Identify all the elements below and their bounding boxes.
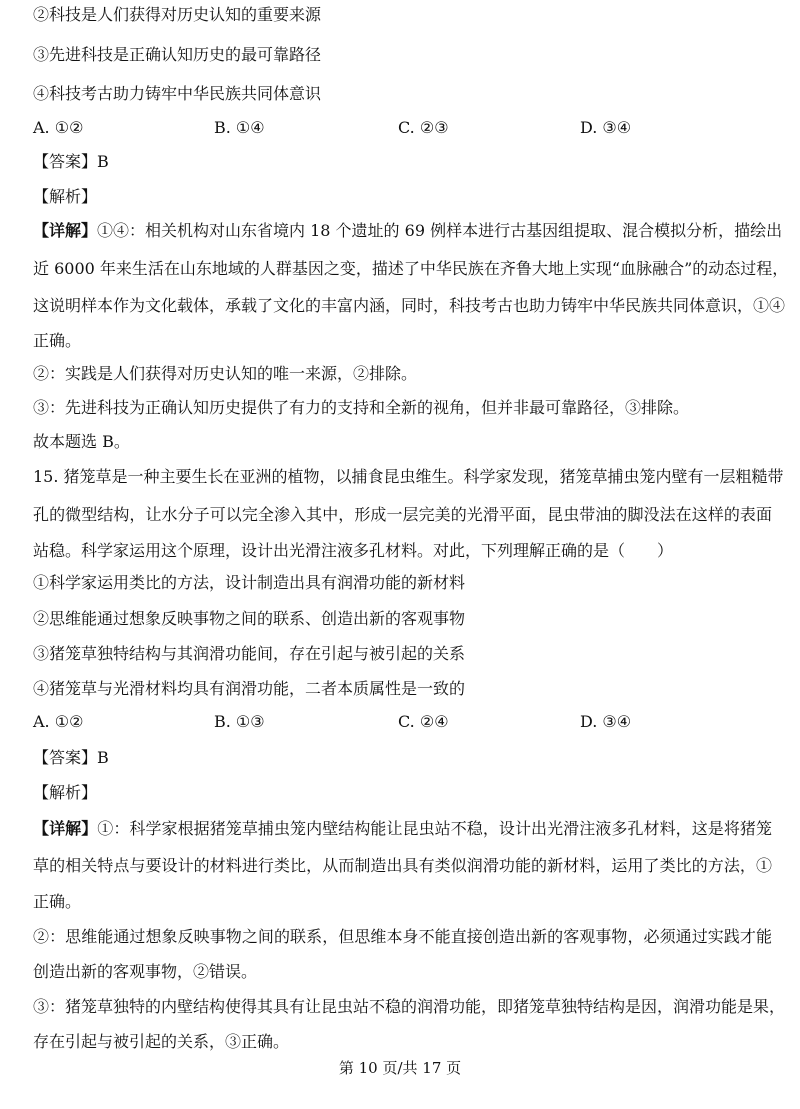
q15-analysis-label: 【解析】	[33, 783, 98, 802]
q14-option-b: B. ①④	[214, 118, 265, 137]
q14-detail-line-6: ③：先进科技为正确认知历史提供了有力的支持和全新的视角，但并非最可靠路径，③排除。	[33, 398, 690, 417]
q14-detail-line-3: 这说明样本作为文化载体，承载了文化的丰富内涵，同时，科技考古也助力铸牢中华民族共同体意识，①④	[33, 296, 786, 315]
q15-option-c: C. ②④	[398, 712, 449, 731]
q15-detail-line-6: ③：猪笼草独特的内壁结构使得其具有让昆虫站不稳的润滑功能，即猪笼草独特结构是因，润滑功能是果，	[33, 997, 786, 1016]
q15-detail-label: 【详解】	[33, 819, 98, 838]
q14-detail-line-5: ②：实践是人们获得对历史认知的唯一来源，②排除。	[33, 364, 418, 383]
q15-statement-4: ④猪笼草与光滑材料均具有润滑功能，二者本质属性是一致的	[33, 679, 466, 698]
q15-option-a: A. ①②	[33, 712, 84, 731]
q14-option-d: D. ③④	[580, 118, 632, 137]
q15-detail-line-5: 创造出新的客观事物，②错误。	[33, 962, 258, 981]
q14-option-c: C. ②③	[398, 118, 449, 137]
page-footer: 第 10 页/共 17 页	[338, 1059, 462, 1077]
q14-detail-label: 【详解】	[33, 221, 98, 240]
q15-stem-line-2: 孔的微型结构，让水分子可以完全渗入其中，形成一层完美的光滑平面，昆虫带油的脚没法在这样的表面	[33, 505, 772, 524]
q15-statement-1: ①科学家运用类比的方法，设计制造出具有润滑功能的新材料	[33, 573, 466, 592]
q14-statement-4: ④科技考古助力铸牢中华民族共同体意识	[33, 84, 322, 103]
q15-option-b: B. ①③	[214, 712, 265, 731]
q15-statement-2: ②思维能通过想象反映事物之间的联系、创造出新的客观事物	[33, 609, 466, 628]
q15-statement-3: ③猪笼草独特结构与其润滑功能间，存在引起与被引起的关系	[33, 644, 466, 663]
q14-detail-line-7: 故本题选 B。	[33, 432, 130, 451]
q14-answer: 【答案】B	[33, 152, 109, 171]
q14-statement-3: ③先进科技是正确认知历史的最可靠路径	[33, 45, 322, 64]
q14-detail-line-2: 近 6000 年来生活在山东地域的人群基因之变，描述了中华民族在齐鲁大地上实现“血脉融合”的动态过程，	[33, 259, 789, 278]
q15-stem-line-3: 站稳。科学家运用这个原理，设计出光滑注液多孔材料。对此，下列理解正确的是（ ）	[33, 541, 674, 560]
q15-detail-line-4: ②：思维能通过想象反映事物之间的联系，但思维本身不能直接创造出新的客观事物，必须通过实践才能	[33, 927, 772, 946]
q14-detail-line-4: 正确。	[33, 331, 82, 350]
q15-detail-line-1: 【详解】①：科学家根据猪笼草捕虫笼内壁结构能让昆虫站不稳，设计出光滑注液多孔材料，这是将猪笼	[33, 819, 772, 838]
q14-statement-2: ②科技是人们获得对历史认知的重要来源	[33, 5, 322, 24]
q14-detail-line-1: 【详解】①④：相关机构对山东省境内 18 个遗址的 69 例样本进行古基因组提取、混合模拟分析，描绘出	[33, 221, 783, 240]
q15-detail-line-3: 正确。	[33, 892, 82, 911]
q14-analysis-label: 【解析】	[33, 187, 98, 206]
q15-detail-line-2: 草的相关特点与要设计的材料进行类比，从而制造出具有类似润滑功能的新材料，运用了类比的方法，①	[33, 856, 772, 875]
q15-answer: 【答案】B	[33, 748, 109, 767]
q15-stem-line-1: 15. 猪笼草是一种主要生长在亚洲的植物，以捕食昆虫维生。科学家发现，猪笼草捕虫笼内壁有一层粗糙带	[33, 467, 784, 486]
q14-option-a: A. ①②	[33, 118, 84, 137]
q15-option-d: D. ③④	[580, 712, 632, 731]
q15-detail-line-7: 存在引起与被引起的关系，③正确。	[33, 1032, 290, 1051]
